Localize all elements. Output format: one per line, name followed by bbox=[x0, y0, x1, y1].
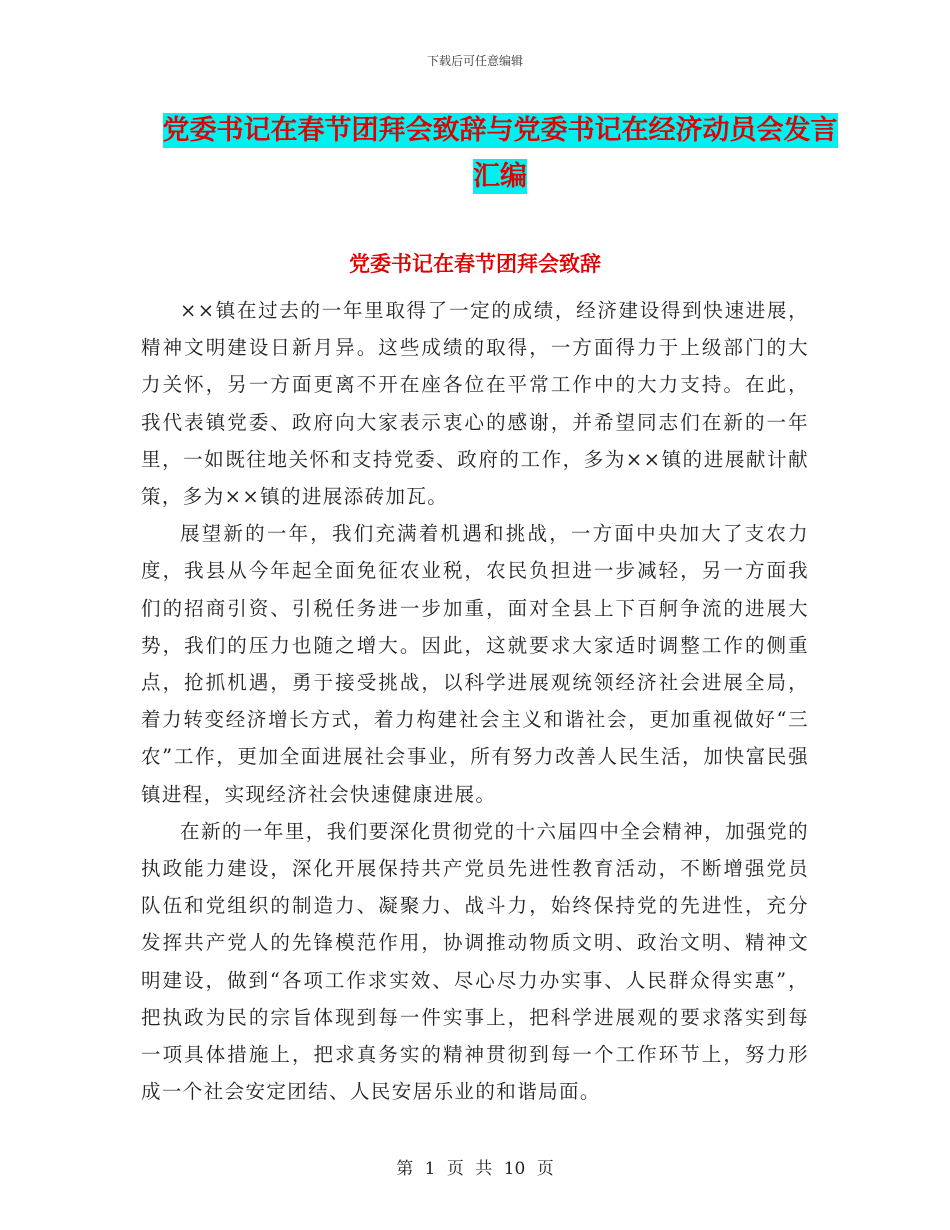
paragraph: ××镇在过去的一年里取得了一定的成绩，经济建设得到快速进展，精神文明建设日新月异。这些成绩的取得，一方面得力于上级部门的大力关怀，另一方面更离不开在座各位在平常工作中的大力支持。在此，我代表镇党委、政府向大家表示衷心的感谢，并希望同志们在新的一年里，一如既往地关怀和支持党委、政府的工作，多为××镇的进展献计献策，多为××镇的进展添砖加瓦。 bbox=[141, 299, 809, 509]
page-footer: 第 1 页 共 10 页 bbox=[396, 1159, 554, 1179]
paragraph: 在新的一年里，我们要深化贯彻党的十六届四中全会精神，加强党的执政能力建设，深化开展保持共产党员先进性教育活动，不断增强党员队伍和党组织的制造力、凝聚力、战斗力，始终保持党的先进性，充分发挥共产党人的先锋模范作用，协调推动物质文明、政治文明、精神文明建设，做到“各项工作求实效、尽心尽力办实事、人民群众得实惠”，把执政为民的宗旨体现到每一件实事上，把科学进展观的要求落实到每一项具体措施上，把求真务实的精神贯彻到每一个工作环节上，努力形成一个社会安定团结、人民安居乐业的和谐局面。 bbox=[141, 819, 809, 1104]
header-note: 下载后可任意编辑 bbox=[426, 54, 523, 68]
paragraph: 展望新的一年，我们充满着机遇和挑战，一方面中央加大了支农力度，我县从今年起全面免征农业税，农民负担进一步减轻，另一方面我们的招商引资、引税任务进一步加重，面对全县上下百舸争流的进展大势，我们的压力也随之增大。因此，这就要求大家适时调整工作的侧重点，抢抓机遇，勇于接受挑战，以科学进展观统领经济社会进展全局，着力转变经济增长方式，着力构建社会主义和谐社会，更加重视做好“三农”工作，更加全面进展社会事业，所有努力改善人民生活，加快富民强镇进程，实现经济社会快速健康进展。 bbox=[141, 522, 809, 806]
document-title bbox=[150, 108, 850, 200]
document-body bbox=[141, 292, 809, 1110]
document-title-text: 党委书记在春节团拜会致辞与党委书记在经济动员会发言汇编 bbox=[162, 115, 838, 192]
section-title: 党委书记在春节团拜会致辞 bbox=[349, 252, 601, 276]
